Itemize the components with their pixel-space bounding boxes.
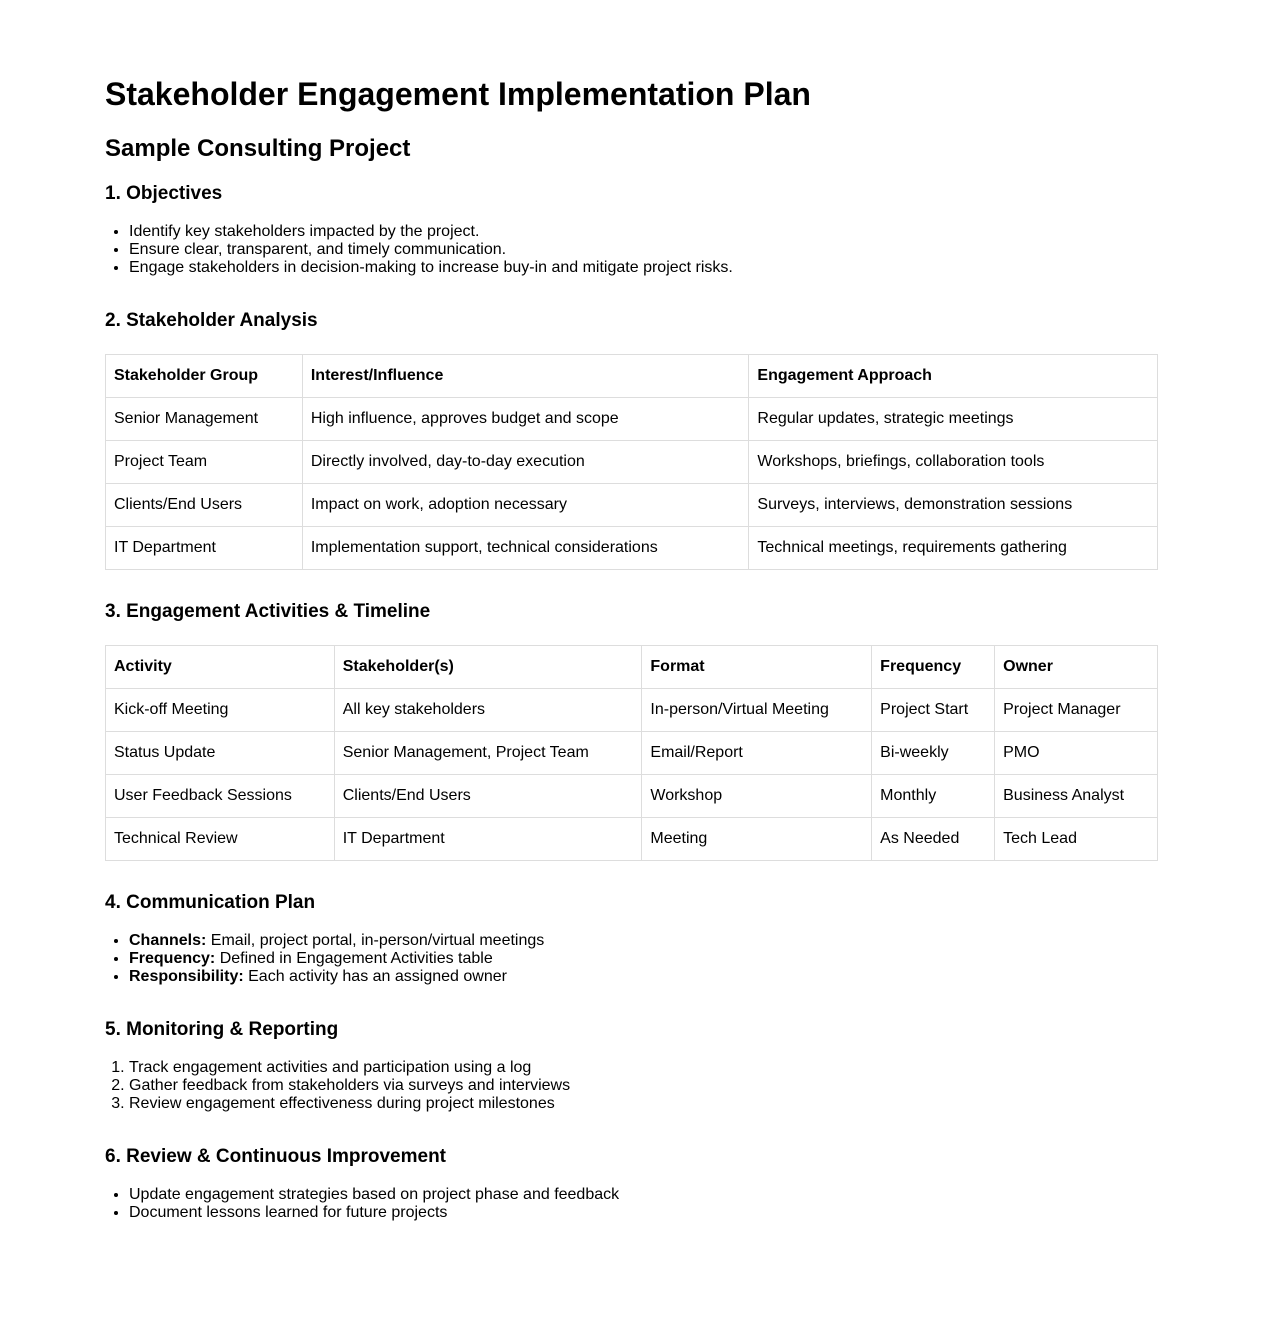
communication-list [105,932,1158,986]
table-cell: Bi-weekly [872,732,995,775]
column-header: Activity [106,646,335,689]
objectives-list [105,223,1158,277]
table-cell: Surveys, interviews, demonstration sessions [749,484,1158,527]
table-cell: Email/Report [642,732,872,775]
table-cell: Senior Management [106,398,303,441]
column-header: Format [642,646,872,689]
table-cell: Clients/End Users [334,775,642,818]
list-item: • Engage stakeholders in decision-making to increase buy-in and mitigate project risks. [129,259,1158,277]
section-heading: 6. Review & Continuous Improvement [105,1146,446,1167]
table-cell: Project Manager [995,689,1158,732]
section-communication-plan [105,892,1158,986]
table-header-row [106,646,1158,689]
section-stakeholder-analysis [105,310,1158,570]
table-cell: As Needed [872,818,995,861]
page-title: Stakeholder Engagement Implementation Plan [105,76,811,112]
table-cell: Tech Lead [995,818,1158,861]
table-row [106,398,1158,441]
item-text: Each activity has an assigned owner [243,968,507,985]
table-header-row [106,355,1158,398]
table-cell: IT Department [106,527,303,570]
list-item [129,968,1158,986]
table-cell: Regular updates, strategic meetings [749,398,1158,441]
table-row [106,818,1158,861]
table-row [106,484,1158,527]
table-cell: Workshop [642,775,872,818]
table-cell: Technical Review [106,818,335,861]
list-item: • Document lessons learned for future projects [129,1204,1158,1222]
monitoring-list [105,1059,1158,1113]
table-cell: Workshops, briefings, collaboration tools [749,441,1158,484]
table-cell: User Feedback Sessions [106,775,335,818]
list-item: • Update engagement strategies based on project phase and feedback [129,1186,1158,1204]
item-label: Channels: [129,932,207,949]
table-cell: Senior Management, Project Team [334,732,642,775]
item-text: Email, project portal, in-person/virtual meetings [206,932,545,949]
table-cell: In-person/Virtual Meeting [642,689,872,732]
table-cell: Clients/End Users [106,484,303,527]
table-cell: Technical meetings, requirements gathering [749,527,1158,570]
section-heading: 2. Stakeholder Analysis [105,310,318,331]
column-header: Stakeholder Group [106,355,303,398]
table-cell: Status Update [106,732,335,775]
table-row [106,732,1158,775]
table-cell: Business Analyst [995,775,1158,818]
table-cell: Impact on work, adoption necessary [302,484,749,527]
table-cell: Monthly [872,775,995,818]
review-list [105,1186,1158,1222]
table-cell: Directly involved, day-to-day execution [302,441,749,484]
table-cell: Implementation support, technical considerations [302,527,749,570]
table-row [106,441,1158,484]
column-header: Stakeholder(s) [334,646,642,689]
list-item: 3. Review engagement effectiveness during project milestones [129,1095,1158,1113]
list-item: 2. Gather feedback from stakeholders via surveys and interviews [129,1077,1158,1095]
table-cell: All key stakeholders [334,689,642,732]
list-item [129,950,1158,968]
table-cell: High influence, approves budget and scope [302,398,749,441]
section-heading: 5. Monitoring & Reporting [105,1019,339,1040]
item-label: Frequency: [129,950,216,967]
table-cell: PMO [995,732,1158,775]
table-row [106,527,1158,570]
column-header: Frequency [872,646,995,689]
list-item: • Ensure clear, transparent, and timely communication. [129,241,1158,259]
list-item: 1. Track engagement activities and participation using a log [129,1059,1158,1077]
page-subtitle: Sample Consulting Project [105,135,411,162]
column-header: Owner [995,646,1158,689]
table-cell: Project Team [106,441,303,484]
table-cell: Meeting [642,818,872,861]
stakeholder-analysis-table [105,354,1158,570]
column-header: Interest/Influence [302,355,749,398]
engagement-activities-table [105,645,1158,861]
section-monitoring-reporting [105,1019,1158,1113]
section-heading: 3. Engagement Activities & Timeline [105,601,431,622]
table-row [106,775,1158,818]
section-heading: 1. Objectives [105,183,223,204]
item-text: Defined in Engagement Activities table [215,950,493,967]
section-heading: 4. Communication Plan [105,892,316,913]
section-objectives [105,183,1158,277]
table-cell: Kick-off Meeting [106,689,335,732]
list-item [129,932,1158,950]
table-cell: Project Start [872,689,995,732]
column-header: Engagement Approach [749,355,1158,398]
section-engagement-activities [105,601,1158,861]
section-review-improvement [105,1146,1158,1222]
item-label: Responsibility: [129,968,244,985]
list-item: • Identify key stakeholders impacted by the project. [129,223,1158,241]
table-cell: IT Department [334,818,642,861]
table-row [106,689,1158,732]
